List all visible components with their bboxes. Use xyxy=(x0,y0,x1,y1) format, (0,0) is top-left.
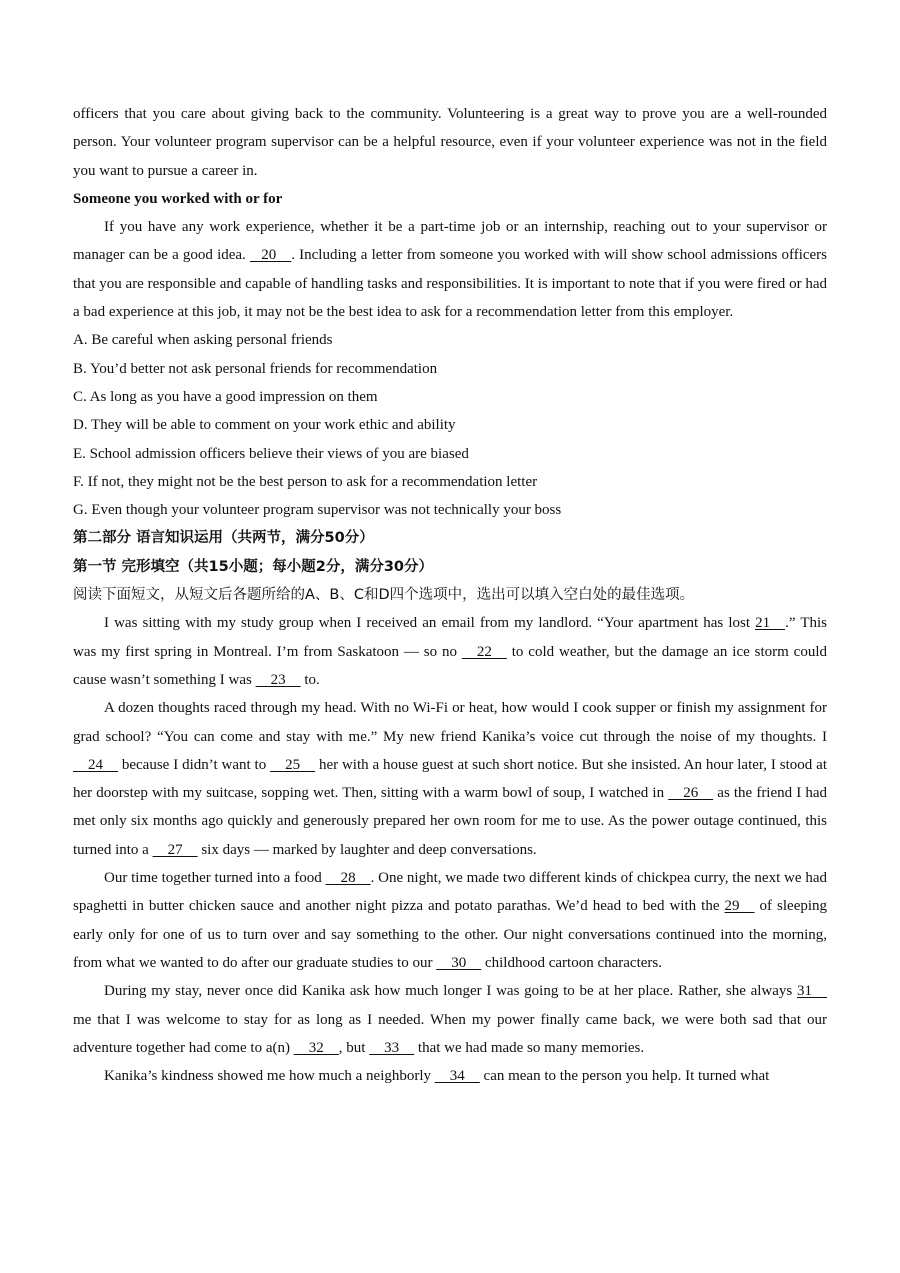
blank-26: 26 xyxy=(668,785,714,802)
cloze-paragraph-3 xyxy=(73,864,827,977)
text-run: I was sitting with my study group when I received an email from my landlord. “Your apartment has lost xyxy=(104,615,756,632)
text-run: to cold weather, but the damage an ice storm could cause wasn’t something I was xyxy=(73,643,827,688)
document-page xyxy=(73,100,827,1090)
blank-34: 34 xyxy=(434,1068,480,1085)
text-run: to. xyxy=(300,671,320,688)
options-list xyxy=(73,326,827,524)
text-run: If you have any work experience, whether it be a part-time job or an internship, reaching out to your supervisor or manager can be a good idea. xyxy=(73,219,827,264)
blank-29: 29 xyxy=(724,898,755,915)
text-run: Kanika’s kindness showed me how much a neighborly xyxy=(104,1068,435,1085)
section2-subtitle: 第一节 完形填空（共15小题；每小题2分，满分30分） xyxy=(73,558,433,575)
cloze-paragraph-4 xyxy=(73,977,827,1062)
option-d: D. They will be able to comment on your work ethic and ability xyxy=(73,417,456,434)
blank-27: 27 xyxy=(152,841,198,858)
blank-23: 23 xyxy=(255,671,301,688)
section-heading-someone: Someone you worked with or for xyxy=(73,190,283,207)
text-run: Our time together turned into a food xyxy=(104,870,326,887)
text-run: as the friend I had met only six months ago quickly and generously prepared her own room for me to use. As the power outage continued, this turned into a xyxy=(73,785,827,858)
section2-title: 第二部分 语言知识运用（共两节，满分50分） xyxy=(73,530,374,547)
text-run: because I didn’t want to xyxy=(118,756,271,773)
text-run: . Including a letter from someone you worked with will show school admissions officers that you are responsible and capable of handling tasks and responsibilities. It is important to note that if you were fired or had a bad experience at this job, it may not be the best idea to ask for a recommendation letter from this employer. xyxy=(73,247,828,321)
text-run: her with a house guest at such short notice. But she insisted. An hour later, I stood at her doorstep with my suitcase, sopping wet. Then, sitting with a warm bowl of soup, I watched in xyxy=(73,756,827,802)
section2-instructions: 阅读下面短文，从短文后各题所给的A、B、C和D四个选项中，选出可以填入空白处的最佳选项。 xyxy=(73,587,695,604)
paragraph-work xyxy=(73,213,827,326)
cloze-paragraph-1 xyxy=(73,609,827,694)
option-g: G. Even though your volunteer program supervisor was not technically your boss xyxy=(73,502,562,519)
cloze-paragraph-5 xyxy=(73,1062,827,1090)
text-run: six days — marked by laughter and deep conversations. xyxy=(197,841,537,858)
option-c: C. As long as you have a good impression on them xyxy=(73,388,378,405)
cloze-paragraph-2 xyxy=(73,694,827,864)
option-f: F. If not, they might not be the best person to ask for a recommendation letter xyxy=(73,473,538,490)
paragraph-intro: officers that you care about giving back to the community. Volunteering is a great way to prove you are a well-rounded person. Your volunteer program supervisor can be a helpful resource, even if your volunteer experience was not in the field you want to pursue a career in. xyxy=(73,106,827,179)
blank-33: 33 xyxy=(369,1039,415,1056)
blank-30: 30 xyxy=(436,954,482,971)
blank-21: 21 xyxy=(755,615,786,632)
blank-28: 28 xyxy=(325,870,371,887)
option-e: E. School admission officers believe their views of you are biased xyxy=(73,445,469,462)
text-run: childhood cartoon characters. xyxy=(481,954,662,971)
text-run: that we had made so many memories. xyxy=(414,1039,645,1056)
text-run: me that I was welcome to stay for as long as I needed. When my power finally came back, we were both sad that our adventure together had come to a(n) xyxy=(73,1011,827,1056)
text-run: .” This was my first spring in Montreal. I’m from Saskatoon — so no xyxy=(73,615,827,660)
text-run: can mean to the person you help. It turned what xyxy=(479,1068,770,1085)
blank-24: 24 xyxy=(73,756,118,773)
text-run: During my stay, never once did Kanika ask how much longer I was going to be at her place. Rather, she always xyxy=(104,983,797,1000)
blank-22: 22 xyxy=(461,643,507,660)
blank-31: 31 xyxy=(797,983,827,1000)
option-a: A. Be careful when asking personal friends xyxy=(73,332,333,349)
text-run: , but xyxy=(338,1039,370,1056)
blank-20: 20 xyxy=(249,247,292,264)
blank-32: 32 xyxy=(293,1039,339,1056)
blank-25: 25 xyxy=(270,756,316,773)
text-run: of sleeping early only for one of us to turn over and say something to the other. Our night conversations continued into the morning, from what we wanted to do after our graduate studies to our xyxy=(73,898,828,971)
text-run: . One night, we made two different kinds of chickpea curry, the next we had spaghetti in butter chicken sauce and another night pizza and potato parathas. We’d head to bed with the xyxy=(73,870,827,915)
option-b: B. You’d better not ask personal friends for recommendation xyxy=(73,360,438,377)
text-run: A dozen thoughts raced through my head. With no Wi-Fi or heat, how would I cook supper or finish my assignment for grad school? “You can come and stay with me.” My new friend Kanika’s voice cut through the noise of my thoughts. I xyxy=(73,700,827,745)
